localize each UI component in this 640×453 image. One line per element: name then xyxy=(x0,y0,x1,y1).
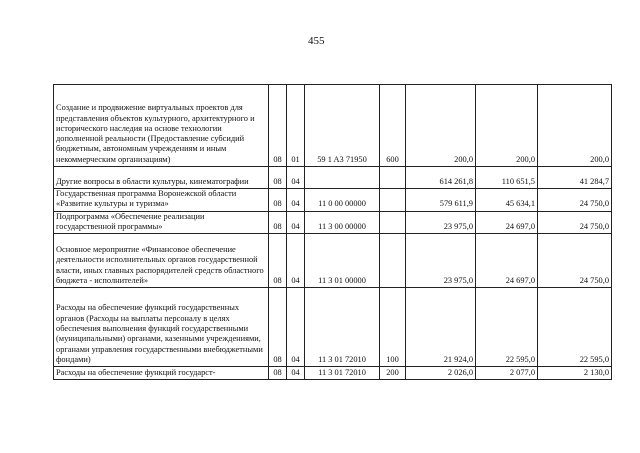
subsection-code: 04 xyxy=(287,189,305,212)
target-article-code: 11 3 01 72010 xyxy=(305,288,380,367)
table-row xyxy=(54,211,612,234)
amount-year-1: 23 975,0 xyxy=(406,211,476,234)
row-name: Государственная программа Воронежской области «Развитие культуры и туризма» xyxy=(54,189,269,212)
amount-year-1: 579 611,9 xyxy=(406,189,476,212)
table-row xyxy=(54,367,612,380)
amount-year-3: 24 750,0 xyxy=(538,189,612,212)
expense-type-code: 100 xyxy=(380,288,406,367)
row-name: Подпрограмма «Обеспечение реализации государственной программы» xyxy=(54,211,269,234)
amount-year-2: 2 077,0 xyxy=(476,367,538,380)
section-code: 08 xyxy=(269,189,287,212)
amount-year-1: 200,0 xyxy=(406,85,476,167)
amount-year-2: 110 651,5 xyxy=(476,167,538,189)
amount-year-1: 23 975,0 xyxy=(406,234,476,288)
row-name: Основное мероприятие «Финансовое обеспечение деятельности исполнительных органов государственной власти, иных главных распорядителей средств областного бюджета - исполнителей» xyxy=(54,234,269,288)
amount-year-3: 22 595,0 xyxy=(538,288,612,367)
expense-type-code: 200 xyxy=(380,367,406,380)
table-row xyxy=(54,167,612,189)
expense-type-code xyxy=(380,189,406,212)
table-row xyxy=(54,288,612,367)
amount-year-3: 41 284,7 xyxy=(538,167,612,189)
amount-year-3: 24 750,0 xyxy=(538,211,612,234)
section-code: 08 xyxy=(269,85,287,167)
amount-year-1: 21 924,0 xyxy=(406,288,476,367)
row-name: Расходы на обеспечение функций государст- xyxy=(54,367,269,380)
target-article-code xyxy=(305,167,380,189)
section-code: 08 xyxy=(269,288,287,367)
expense-type-code xyxy=(380,211,406,234)
expense-type-code: 600 xyxy=(380,85,406,167)
amount-year-3: 24 750,0 xyxy=(538,234,612,288)
row-name: Другие вопросы в области культуры, кинематографии xyxy=(54,167,269,189)
amount-year-2: 45 634,1 xyxy=(476,189,538,212)
row-name: Расходы на обеспечение функций государственных органов (Расходы на выплаты персоналу в целях обеспечения выполнения функций государственными (муниципальными) органами, казенными учреждениями, органами управления государственными внебюджетными фондами) xyxy=(54,288,269,367)
expense-type-code xyxy=(380,234,406,288)
table-row xyxy=(54,189,612,212)
row-name: Создание и продвижение виртуальных проектов для представления объектов культурного, архитектурного и исторического наследия на основе технологии дополненной реальности (Предоставление субсидий бюджетным, автономным учреждениям и иным некоммерческим организациям) xyxy=(54,85,269,167)
amount-year-2: 24 697,0 xyxy=(476,211,538,234)
subsection-code: 04 xyxy=(287,167,305,189)
subsection-code: 04 xyxy=(287,367,305,380)
expense-type-code xyxy=(380,167,406,189)
amount-year-2: 24 697,0 xyxy=(476,234,538,288)
subsection-code: 01 xyxy=(287,85,305,167)
amount-year-3: 200,0 xyxy=(538,85,612,167)
table-row xyxy=(54,234,612,288)
target-article-code: 59 1 A3 71950 xyxy=(305,85,380,167)
budget-table xyxy=(53,84,612,380)
section-code: 08 xyxy=(269,167,287,189)
section-code: 08 xyxy=(269,367,287,380)
subsection-code: 04 xyxy=(287,288,305,367)
amount-year-3: 2 130,0 xyxy=(538,367,612,380)
subsection-code: 04 xyxy=(287,234,305,288)
amount-year-1: 2 026,0 xyxy=(406,367,476,380)
amount-year-2: 22 595,0 xyxy=(476,288,538,367)
target-article-code: 11 3 00 00000 xyxy=(305,211,380,234)
target-article-code: 11 0 00 00000 xyxy=(305,189,380,212)
target-article-code: 11 3 01 72010 xyxy=(305,367,380,380)
table-row xyxy=(54,85,612,167)
amount-year-1: 614 261,8 xyxy=(406,167,476,189)
amount-year-2: 200,0 xyxy=(476,85,538,167)
section-code: 08 xyxy=(269,211,287,234)
section-code: 08 xyxy=(269,234,287,288)
page-number: 455 xyxy=(308,35,325,47)
target-article-code: 11 3 01 00000 xyxy=(305,234,380,288)
subsection-code: 04 xyxy=(287,211,305,234)
